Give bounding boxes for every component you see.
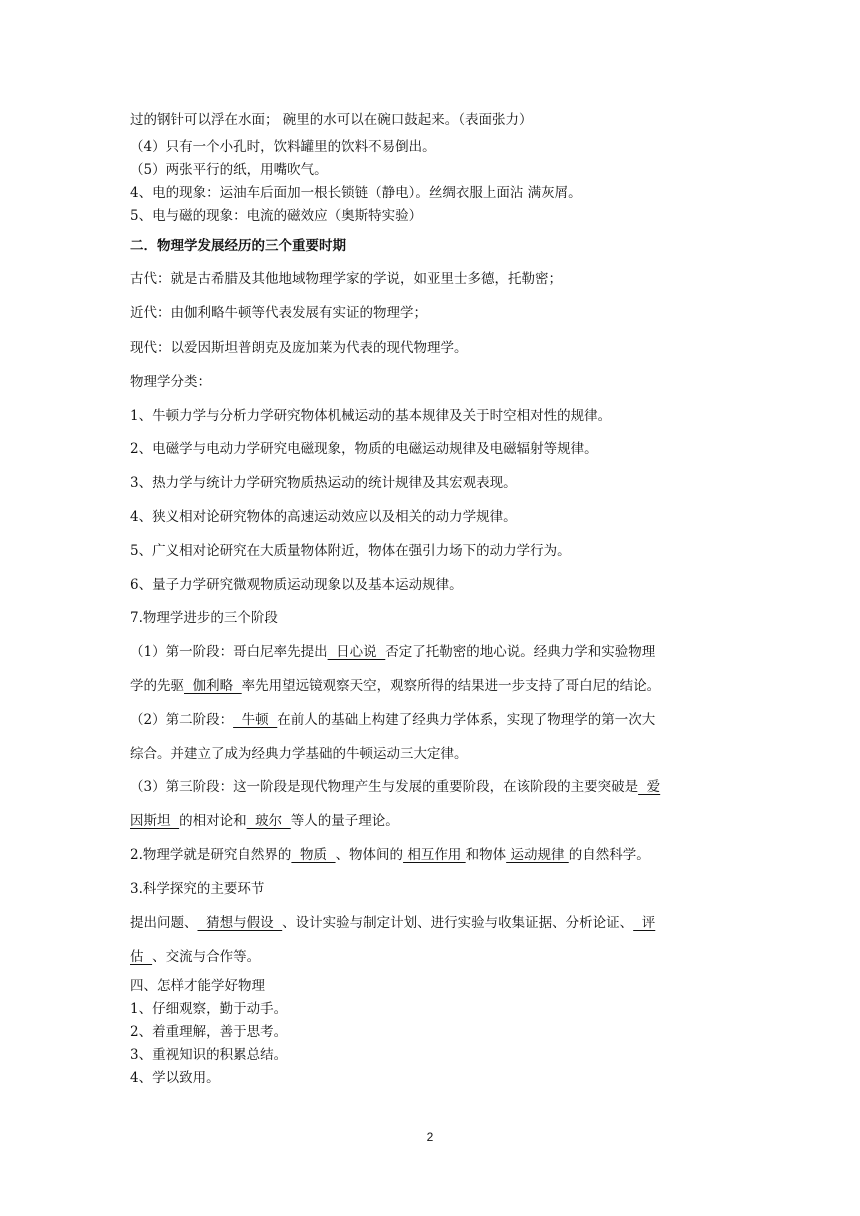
- text: 等人的量子理论。: [290, 813, 399, 829]
- text-line: 5、电与磁的现象：电流的磁效应（奥斯特实验）: [130, 208, 423, 224]
- text: 2.物理学就是研究自然界的: [130, 847, 292, 863]
- text: （3）第三阶段：这一阶段是现代物理产生与发展的重要阶段，在该阶段的主要突破是: [130, 779, 639, 795]
- text: （2）第二阶段：: [130, 712, 234, 728]
- blank-answer: 运动规律: [506, 847, 569, 863]
- blank-answer: 物质: [291, 847, 336, 863]
- definition-line: [130, 845, 770, 865]
- text: 、物体间的: [335, 847, 404, 863]
- text: 的自然科学。: [568, 847, 650, 863]
- list-item: 2、着重理解，善于思考。: [130, 1024, 288, 1040]
- list-item: 1、仔细观察，勤于动手。: [130, 1001, 288, 1017]
- text-line: 3、热力学与统计力学研究物质热运动的统计规律及其宏观表现。: [130, 475, 517, 491]
- text-line: 过的钢针可以浮在水面； 碗里的水可以在碗口鼓起来。（表面张力）: [130, 112, 533, 128]
- text: （1）第一阶段：哥白尼率先提出: [130, 644, 328, 660]
- text-line: 现代：以爱因斯坦普朗克及庞加莱为代表的现代物理学。: [130, 340, 468, 356]
- section-heading: 二．物理学发展经历的三个重要时期: [130, 238, 346, 254]
- text: 的相对论和: [179, 813, 247, 829]
- text-line: 4、狭义相对论研究物体的高速运动效应以及相关的动力学规律。: [130, 509, 517, 525]
- text-line: （4）只有一个小孔时，饮料罐里的饮料不易倒出。: [130, 139, 436, 155]
- text-line: 6、量子力学研究微观物质运动现象以及基本运动规律。: [130, 577, 463, 593]
- text: 学的先驱: [130, 678, 184, 694]
- text-line: 7.物理学进步的三个阶段: [130, 610, 278, 626]
- text-line: （5）两张平行的纸，用嘴吹气。: [130, 162, 328, 178]
- text-line: 四、怎样才能学好物理: [130, 978, 265, 994]
- text: 在前人的基础上构建了经典力学体系，实现了物理学的第一次大: [277, 712, 656, 728]
- inquiry-line2: [130, 947, 770, 967]
- stage3-line1: [130, 777, 770, 797]
- text-line: 1、牛顿力学与分析力学研究物体机械运动的基本规律及关于时空相对性的规律。: [130, 408, 612, 424]
- text: 提出问题、: [130, 915, 198, 931]
- blank-answer: 因斯坦: [130, 813, 180, 829]
- inquiry-title: 3.科学探究的主要环节: [130, 881, 265, 897]
- blank-answer: 猜想与假设: [197, 915, 283, 931]
- text: 否定了托勒密的地心说。经典力学和实验物理: [385, 644, 656, 660]
- blank-answer: 日心说: [327, 644, 386, 660]
- stage3-line2: [130, 811, 770, 831]
- inquiry-line1: [130, 913, 770, 933]
- text-line: 物理学分类：: [130, 374, 211, 390]
- text-line: 古代：就是古希腊及其他地域物理学家的学说，如亚里士多德，托勒密；: [130, 271, 562, 287]
- blank-answer: 爱: [638, 779, 661, 795]
- text: 率先用望远镜观察天空，观察所得的结果进一步支持了哥白尼的结论。: [241, 678, 661, 694]
- text-line: 5、广义相对论研究在大质量物体附近，物体在强引力场下的动力学行为。: [130, 543, 571, 559]
- blank-answer: 玻尔: [246, 813, 291, 829]
- stage2-line1: [130, 710, 770, 730]
- blank-answer: 伽利略: [184, 678, 242, 694]
- blank-answer: 相互作用: [403, 847, 466, 863]
- blank-answer: 评: [633, 915, 656, 931]
- text-line: 4、电的现象：运油车后面加一根长锁链（静电）。丝绸衣服上面沾 满灰屑。: [130, 185, 582, 201]
- blank-answer: 估: [130, 949, 153, 965]
- stage2-line2: 综合。并建立了成为经典力学基础的牛顿运动三大定律。: [130, 746, 468, 762]
- text: 、交流与合作等。: [152, 949, 261, 965]
- text: 和物体: [465, 847, 507, 863]
- text-line: 近代：由伽利略牛顿等代表发展有实证的物理学；: [130, 305, 427, 321]
- text: 、设计实验与制定计划、进行实验与收集证据、分析论证、: [282, 915, 634, 931]
- blank-answer: 牛顿: [233, 712, 278, 728]
- page-number: 2: [426, 1130, 434, 1144]
- text-line: 2、电磁学与电动力学研究电磁现象，物质的电磁运动规律及电磁辐射等规律。: [130, 441, 598, 457]
- stage1-line2: [130, 676, 770, 696]
- list-item: 3、重视知识的积累总结。: [130, 1047, 288, 1063]
- stage1-line1: [130, 642, 770, 662]
- list-item: 4、学以致用。: [130, 1070, 220, 1086]
